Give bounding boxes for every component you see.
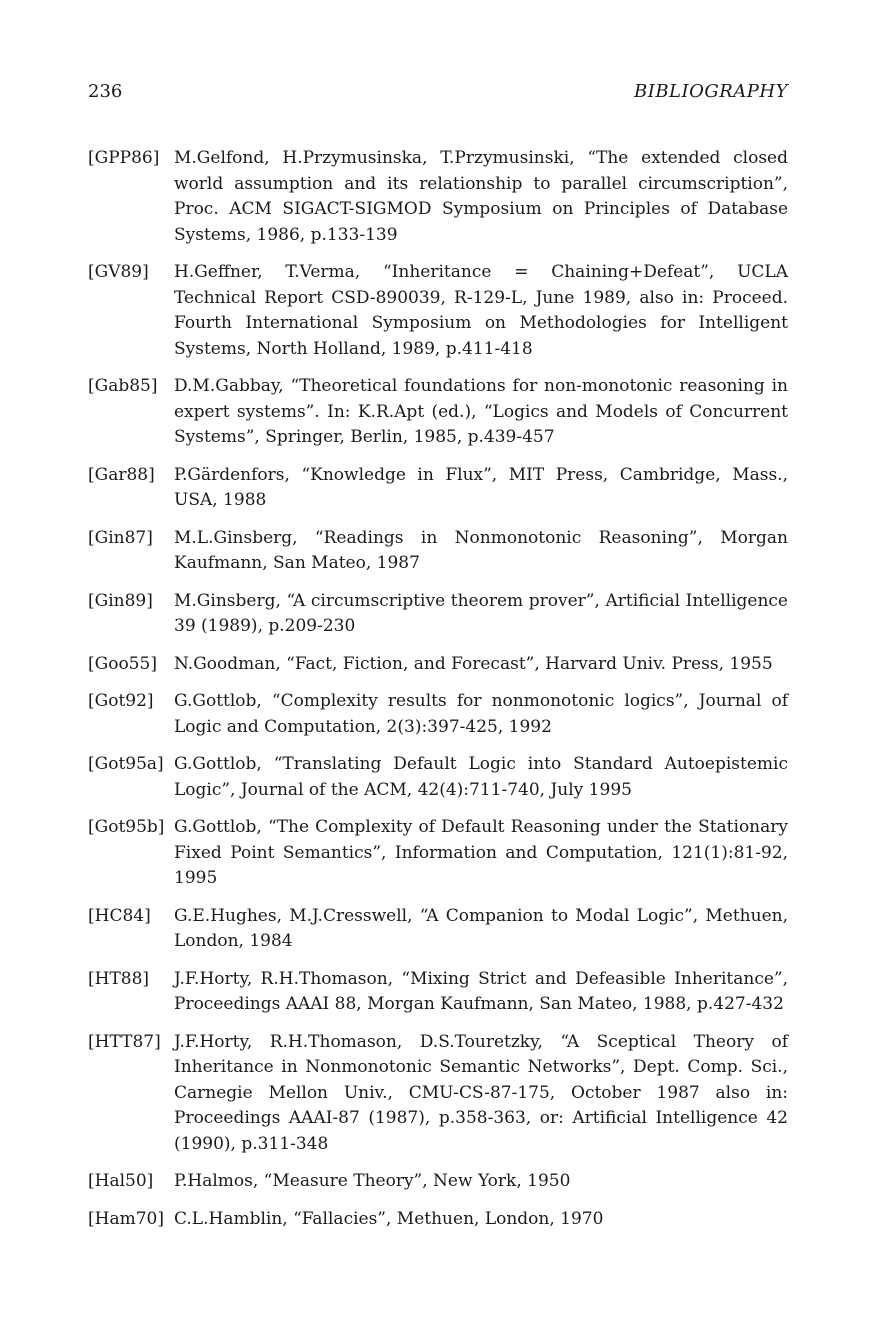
bib-entry — [88, 374, 788, 451]
bibliography-list — [88, 146, 788, 1244]
bib-key: [HT88] — [88, 968, 150, 989]
bib-entry — [88, 463, 788, 514]
page-number: 236 — [88, 81, 123, 102]
bib-key: [Gin87] — [88, 527, 153, 548]
bib-entry — [88, 904, 788, 955]
bib-key: [Got92] — [88, 691, 154, 711]
bib-entry — [88, 1169, 788, 1195]
bib-citation: J.F.Horty, R.H.Thomason, D.S.Touretzky, “A Sceptical Theory of Inheritance in Nonmonotonic Semantic Networks”, Dept. Comp. Sci., Carnegie Mellon Univ., CMU-CS-87-175, October 1987 also in: Proceedings AAAI-87 (1987), p.358-363, or: Artificial Intelligence 42 (1990), p.311-348 — [174, 1031, 788, 1154]
bib-entry — [88, 815, 788, 892]
bib-citation: D.M.Gabbay, “Theoretical foundations for non-monotonic reasoning in expert systems”. In: K.R.Apt (ed.), “Logics and Models of Concurrent Systems”, Springer, Berlin, 1985, p.439-457 — [174, 376, 788, 447]
bib-key: [Goo55] — [88, 653, 157, 674]
bib-entry — [88, 260, 788, 362]
bib-entry — [88, 752, 788, 803]
bib-entry — [88, 652, 788, 678]
bib-entry — [88, 146, 788, 248]
bib-citation: M.Gelfond, H.Przymusinska, T.Przymusinski, “The extended closed world assumption and its relationship to parallel circumscription”, Proc. ACM SIGACT-SIGMOD Symposium on Principles of Database Systems, 1986, p.133-139 — [174, 148, 788, 245]
bib-key: [HC84] — [88, 905, 151, 926]
bib-citation: C.L.Hamblin, “Fallacies”, Methuen, London, 1970 — [174, 1208, 604, 1229]
bib-citation: G.Gottlob, “Translating Default Logic into Standard Autoepistemic Logic”, Journal of the ACM, 42(4):711-740, July 1995 — [174, 754, 788, 800]
bib-citation: N.Goodman, “Fact, Fiction, and Forecast”, Harvard Univ. Press, 1955 — [174, 653, 773, 674]
bib-key: [GV89] — [88, 262, 149, 282]
bib-citation: P.Halmos, “Measure Theory”, New York, 1950 — [174, 1171, 571, 1191]
bib-key: [Gin89] — [88, 590, 153, 611]
bib-key: [GPP86] — [88, 148, 160, 168]
bib-key: [Gab85] — [88, 376, 158, 396]
running-head: BIBLIOGRAPHY — [633, 81, 788, 102]
bib-key: [Gar88] — [88, 464, 155, 485]
bib-citation: P.Gärdenfors, “Knowledge in Flux”, MIT Press, Cambridge, Mass., USA, 1988 — [174, 464, 788, 510]
bib-key: [Got95b] — [88, 817, 165, 837]
bib-entry — [88, 526, 788, 577]
bib-entry — [88, 1207, 788, 1233]
bib-entry — [88, 1030, 788, 1158]
bib-citation: G.E.Hughes, M.J.Cresswell, “A Companion to Modal Logic”, Methuen, London, 1984 — [174, 905, 788, 951]
bib-entry — [88, 589, 788, 640]
bib-citation: G.Gottlob, “The Complexity of Default Reasoning under the Stationary Fixed Point Semantics”, Information and Computation, 121(1):81-92, 1995 — [174, 817, 788, 888]
bib-citation: J.F.Horty, R.H.Thomason, “Mixing Strict and Defeasible Inheritance”, Proceedings AAAI 88, Morgan Kaufmann, San Mateo, 1988, p.427-432 — [174, 968, 788, 1014]
bib-key: [Hal50] — [88, 1171, 154, 1191]
bib-citation: G.Gottlob, “Complexity results for nonmonotonic logics”, Journal of Logic and Computation, 2(3):397-425, 1992 — [174, 691, 788, 737]
bib-key: [Ham70] — [88, 1208, 164, 1229]
bib-entry — [88, 689, 788, 740]
bib-key: [HTT87] — [88, 1031, 161, 1052]
bib-citation: M.L.Ginsberg, “Readings in Nonmonotonic Reasoning”, Morgan Kaufmann, San Mateo, 1987 — [174, 527, 788, 573]
bib-entry — [88, 967, 788, 1018]
bib-citation: M.Ginsberg, “A circumscriptive theorem prover”, Artificial Intelligence 39 (1989), p.209-230 — [174, 590, 788, 636]
bib-citation: H.Geffner, T.Verma, “Inheritance = Chaining+Defeat”, UCLA Technical Report CSD-890039, R-129-L, June 1989, also in: Proceed. Fourth International Symposium on Methodologies for Intelligent Systems, North Holland, 1989, p.411-418 — [174, 262, 788, 359]
bib-key: [Got95a] — [88, 754, 164, 774]
